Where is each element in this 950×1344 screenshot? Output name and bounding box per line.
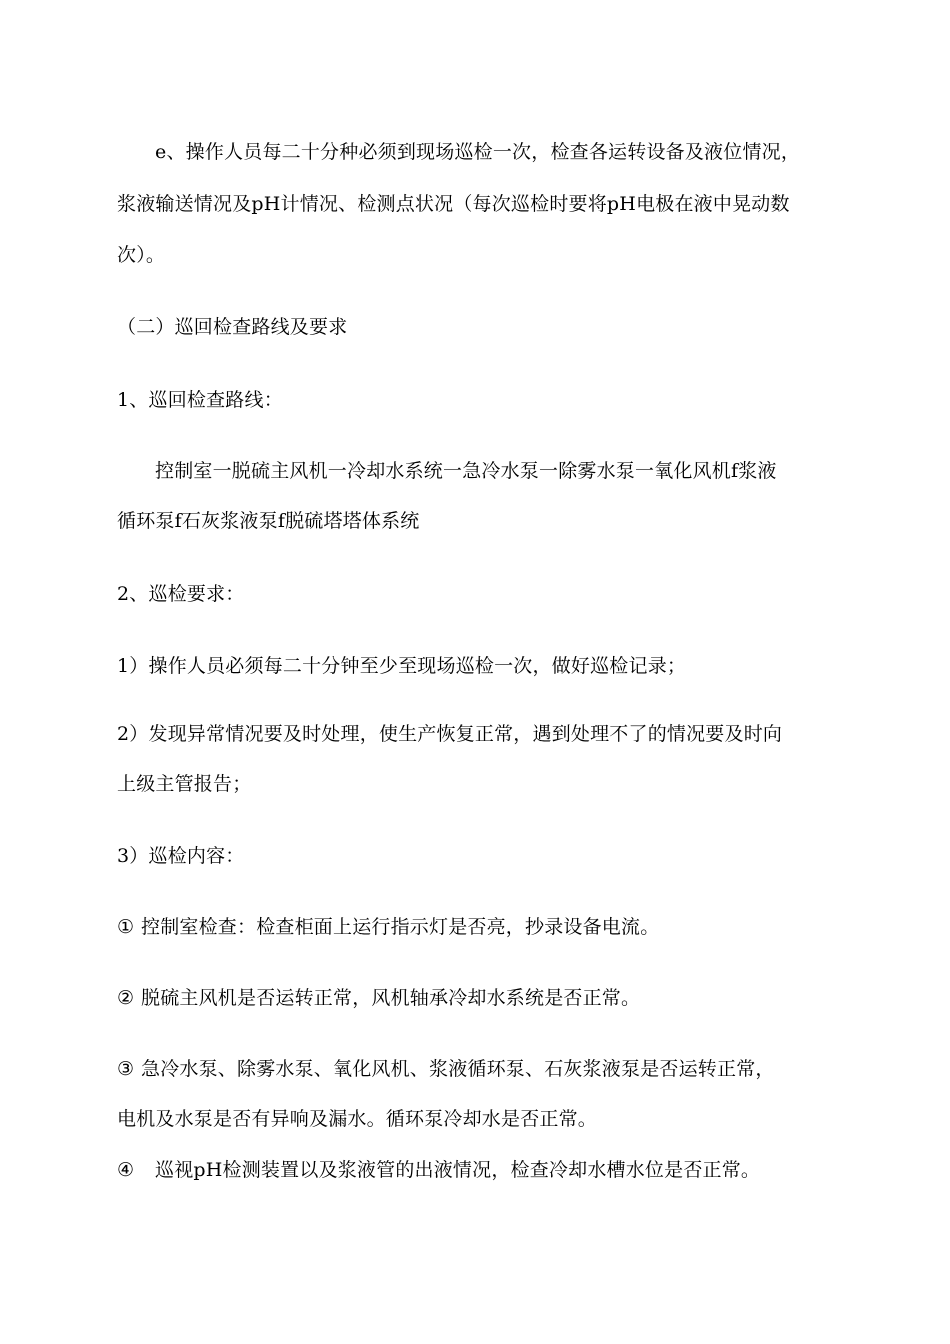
check-item-1 — [117, 915, 659, 939]
circled-number-2: ② — [117, 987, 135, 1009]
requirement-3: 3）巡检内容： — [117, 845, 245, 867]
requirement-2-line-1: 2）发现异常情况要及时处理，使生产恢复正常，遇到处理不了的情况要及时向 — [117, 723, 783, 745]
check-item-2-text: 脱硫主风机是否运转正常，风机轴承冷却水系统是否正常。 — [141, 987, 641, 1009]
circled-number-3: ③ — [117, 1058, 135, 1080]
item-2-title: 2、巡检要求： — [117, 583, 245, 605]
paragraph-e-line-1: e、操作人员每二十分种必须到现场巡检一次，检查各运转设备及液位情况， — [155, 141, 801, 163]
section-title: （二）巡回检查路线及要求 — [117, 316, 348, 338]
paragraph-e-line-3: 次）。 — [117, 244, 166, 266]
route-line-1: 控制室一脱硫主风机一冷却水系统一急冷水泵一除雾水泵一氧化风机f浆液 — [155, 460, 777, 482]
check-item-4 — [117, 1158, 760, 1182]
paragraph-e-line-2: 浆液输送情况及pH计情况、检测点状况（每次巡检时要将pH电极在液中晃动数 — [117, 193, 790, 215]
check-item-3-line-1 — [117, 1057, 775, 1081]
check-item-2 — [117, 986, 640, 1010]
circled-number-1: ① — [117, 916, 135, 938]
requirement-1: 1）操作人员必须每二十分钟至少至现场巡检一次，做好巡检记录； — [117, 655, 687, 677]
item-1-title: 1、巡回检查路线： — [117, 389, 283, 411]
circled-number-4: ④ — [117, 1159, 135, 1181]
check-item-3-line-2: 电机及水泵是否有异响及漏水。循环泵冷却水是否正常。 — [117, 1108, 598, 1130]
requirement-2-line-2: 上级主管报告； — [117, 773, 252, 795]
check-item-3-text-1: 急冷水泵、除雾水泵、氧化风机、浆液循环泵、石灰浆液泵是否运转正常， — [141, 1058, 775, 1080]
check-item-4-text: 巡视pH检测装置以及浆液管的出液情况，检查冷却水槽水位是否正常。 — [155, 1159, 761, 1181]
check-item-1-text: 控制室检查：检查柜面上运行指示灯是否亮，抄录设备电流。 — [141, 916, 660, 938]
route-line-2: 循环泵f石灰浆液泵f脱硫塔塔体系统 — [117, 510, 420, 532]
